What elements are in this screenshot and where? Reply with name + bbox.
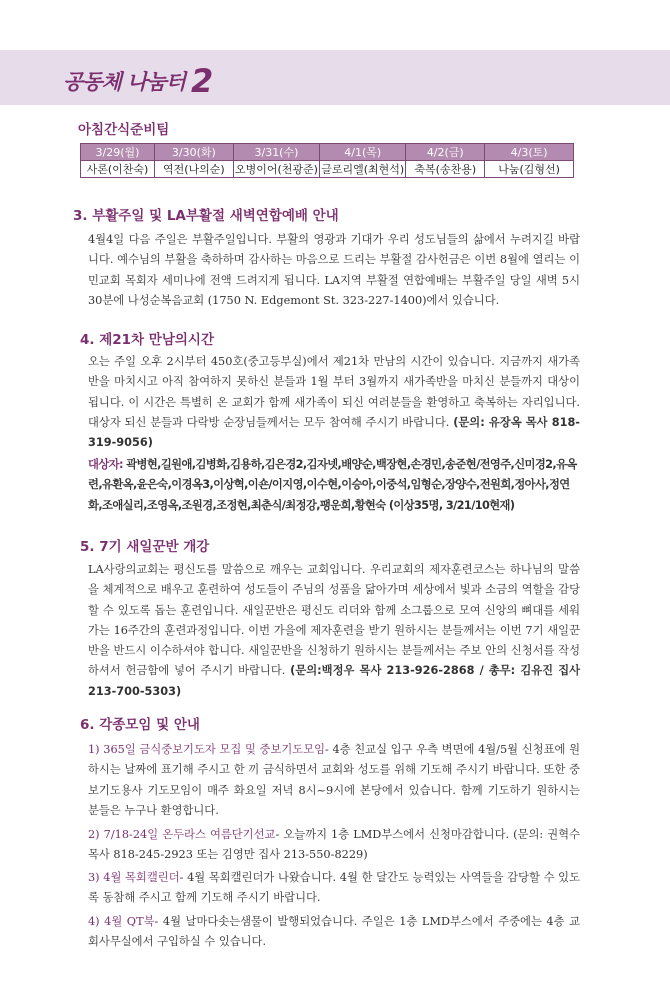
notice-item	[88, 825, 580, 866]
schedule-team: 사론(이찬숙)	[81, 161, 155, 178]
breakfast-team-title: 아침간식준비팀	[78, 122, 170, 138]
banner-title-text: 공동체 나눔터	[63, 70, 186, 94]
schedule-date: 4/2(금)	[406, 144, 485, 161]
notice-item-title: 3) 4월 목회캘린더	[88, 871, 180, 884]
notice-item-text: - 4층 친교실 입구 우측 벽면에 4월/5월 신청표에 원하시는 날짜에 표기해 주시고 한 끼 금식하면서 교회와 성도를 위해 기도해 주시기 바랍니다. 또한 중보기도용사 기도모임이 매주 화요일 저녁 8시~9시에 본당에서 있습니다. 함께 기도하기 원하시는 분들은 누구나 환영합니다.	[88, 743, 580, 817]
notice-item-text: - 4월 목회캘린더가 나왔습니다. 4월 한 달간도 능력있는 사역들을 감당할 수 있도록 동참해 주시고 함께 기도해 주시기 바랍니다.	[88, 871, 580, 905]
schedule-date: 4/1(목)	[320, 144, 406, 161]
section-4-title: 4. 제21차 만남의시간	[80, 332, 214, 348]
section-5-text: LA사랑의교회는 평신도를 말씀으로 깨우는 교회입니다. 우리교회의 제자훈련코스는 하나님의 말씀을 체계적으로 배우고 훈련하여 성도들이 주님의 성품을 닮아가며 세상에서 빛과 소금의 역할을 감당할 수 있도록 돕는 훈련입니다. 새일꾼반은 평신도 리더와 함께 소그룹으로 모여 신앙의 뼈대를 세워가는 16주간의 훈련과정입니다. 이번 가을에 제자훈련을 받기 원하시는 분들께서는 이번 7기 새일꾼반을 반드시 이수하셔야 합니다. 새일꾼반을 신청하기 원하시는 분들께서는 주보 안의 신청서를 작성하셔서 헌금함에 넣어 주시기 바랍니다.	[88, 563, 580, 678]
attendee-label: 대상자:	[88, 458, 123, 471]
schedule-team: 축복(송찬용)	[406, 161, 485, 178]
schedule-date: 3/31(수)	[233, 144, 319, 161]
notice-item-text: - 오늘까지 1층 LMD부스에서 신청마감합니다. (문의: 권혁수 목사 818-245-2923 또는 김영만 집사 213-550-8229)	[88, 828, 580, 862]
notice-item	[88, 740, 580, 821]
section-4-text: 오는 주일 오후 2시부터 450호(중고등부실)에서 제21차 만남의 시간이 있습니다. 지금까지 새가족반을 마치시고 아직 참여하지 못하신 분들과 1월 부터 3월까지 새가족반을 마치신 분들까지 대상이 됩니다. 이 시간은 특별히 온 교회가 함께 새가족이 되신 여러분들을 환영하고 축복하는 자리입니다. 대상자 되신 분들과 다락방 순장님들께서는 모두 참여해 주시기 바랍니다.	[88, 355, 580, 429]
notice-item-title: 2) 7/18-24일 온두라스 여름단기선교	[88, 828, 276, 841]
schedule-date-row	[81, 144, 574, 161]
notice-item-text: - 4월 날마다솟는샘물이 발행되었습니다. 주일은 1층 LMD부스에서 주중에는 4층 교회사무실에서 구입하실 수 있습니다.	[88, 915, 580, 949]
section-5-body	[88, 560, 580, 702]
section-5-contact: (문의:백정우 목사 213-926-2868 / 총무: 김유진 집사 213-700-5303)	[88, 664, 581, 698]
attendee-names: 곽병현,길원애,김병화,김용하,김은경2,김자넷,배양순,백장현,손경민,송준현/전영주,신미경2,유옥련,유환옥,윤은숙,이경옥3,이상혁,이숀/이지영,이수현,이승아,이중석,임형순,장양수,전원희,정아사,정연화,조애실리,조영옥,조원경,조정현,최춘식/최정강,팽운희,황현숙 (이상35명, 3/21/10현재)	[88, 458, 577, 512]
schedule-date: 3/29(월)	[81, 144, 155, 161]
schedule-team: 오병이어(천광준)	[233, 161, 319, 178]
banner-number: 2	[191, 62, 213, 100]
notice-item-title: 1) 365일 금식중보기도자 모집 및 중보기도모임	[88, 743, 326, 756]
section-4-body	[88, 352, 580, 453]
schedule-team: 나눔(김형선)	[485, 161, 574, 178]
section-3-title: 3. 부활주일 및 LA부활절 새벽연합예배 안내	[73, 208, 339, 224]
section-5-title: 5. 7기 새일꾼반 개강	[80, 539, 210, 555]
schedule-team: 역전(나의순)	[154, 161, 233, 178]
section-4-contact: (문의: 유장옥 목사 818-319-9056)	[88, 415, 580, 450]
section-6-title: 6. 각종모임 및 안내	[80, 717, 200, 733]
banner-title	[63, 62, 212, 100]
breakfast-schedule-table	[80, 143, 574, 178]
attendee-list	[88, 455, 580, 516]
schedule-date: 3/30(화)	[154, 144, 233, 161]
notice-item	[88, 912, 580, 953]
notice-item-title: 4) 4월 QT북	[88, 915, 155, 928]
section-3-body: 4월4일 다음 주일은 부활주일입니다. 부활의 영광과 기대가 우리 성도님들의 삶에서 누려지길 바랍니다. 예수님의 부활을 축하하며 감사하는 마음으로 드리는 부활절 감사헌금은 이번 8월에 열리는 이민교회 목회자 세미나에 전액 드려지게 됩니다. LA지역 부활절 연합예배는 부활주일 당일 새벽 5시 30분에 나성순복음교회 (1750 N. Edgemont St. 323-227-1400)에서 있습니다.	[88, 233, 580, 307]
schedule-team: 글로리엘(최현석)	[320, 161, 406, 178]
notice-item	[88, 868, 580, 909]
schedule-date: 4/3(토)	[485, 144, 574, 161]
schedule-team-row	[81, 161, 574, 178]
